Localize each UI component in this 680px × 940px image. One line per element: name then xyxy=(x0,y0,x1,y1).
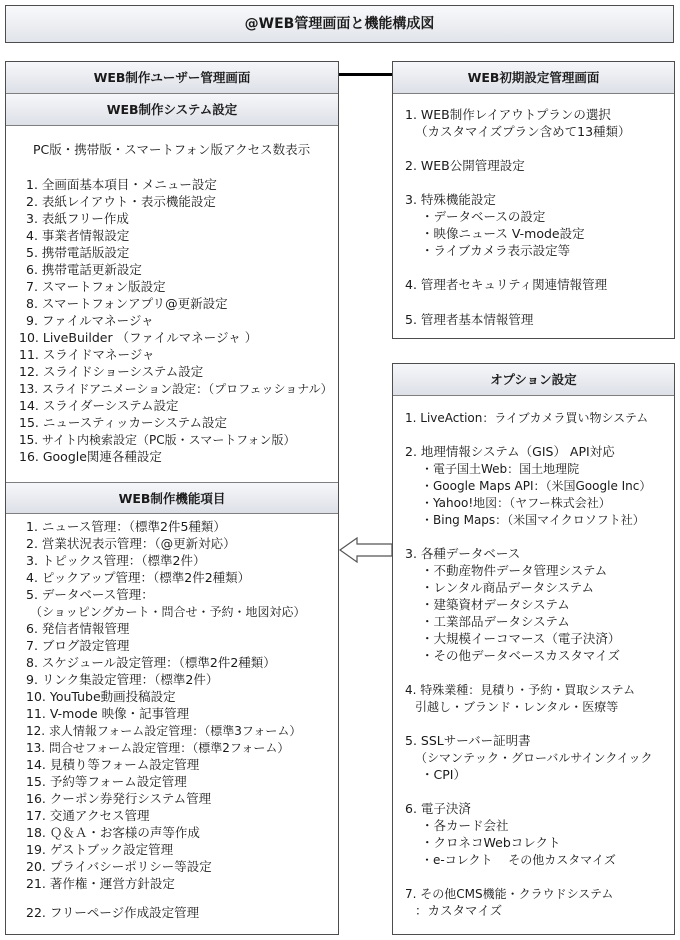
list-item: 3. トピックス管理：（標準2件） xyxy=(26,553,206,568)
list-item: 4. 管理者セキュリティ関連情報管理 xyxy=(405,277,608,292)
list-item: 2. 地理情報システム（GIS） API対応 xyxy=(405,444,615,459)
list-item: 21. 著作権・運営方針設定 xyxy=(26,876,175,891)
list-item: 12. 求人情報フォーム設定管理：（標準3フォーム） xyxy=(26,724,302,738)
list-item: ・Yahoo!地図：（ヤフー株式会社） xyxy=(421,496,611,510)
list-item: 2. WEB公開管理設定 xyxy=(405,158,525,173)
options-header: オプション設定 xyxy=(393,364,674,396)
list-item: 4. 事業者情報設定 xyxy=(26,228,130,243)
functions-header: WEB制作機能項目 xyxy=(6,482,338,514)
list-item: （カスタマイズプラン含めて13種類） xyxy=(415,124,631,139)
list-item: ・CPI） xyxy=(421,767,466,782)
list-item: 11. スライドマネージャ xyxy=(19,347,155,362)
list-item: 7. スマートフォン版設定 xyxy=(26,279,166,294)
list-item: 22. フリーページ作成設定管理 xyxy=(26,905,200,920)
list-item: 20. プライバシーポリシー等設定 xyxy=(26,859,212,874)
list-item: 1. ニュース管理：（標準2件5種類） xyxy=(26,519,226,534)
initial-settings-panel xyxy=(392,61,675,339)
list-item: ：カスタマイズ xyxy=(415,903,503,918)
list-item: ・各カード会社 xyxy=(421,818,509,833)
list-item: 4. ピックアップ管理：（標準2件2種類） xyxy=(26,570,251,585)
list-item: 9. リンク集設定管理：（標準2件） xyxy=(26,672,219,687)
list-item: 11. V-mode 映像・記事管理 xyxy=(26,706,190,721)
list-item: （ショッピングカート・問合せ・予約・地図対応） xyxy=(30,605,306,619)
list-item: 3. 特殊機能設定 xyxy=(405,192,496,207)
list-item: 1. 全画面基本項目・メニュー設定 xyxy=(26,177,217,192)
list-item: 10. LiveBuilder （ファイルマネージャ ） xyxy=(19,330,258,345)
list-item: 2. 営業状況表示管理：（@更新対応） xyxy=(26,536,236,551)
list-item: 19. ゲストブック設定管理 xyxy=(26,842,174,857)
list-item: ・クロネコWebコレクト xyxy=(421,835,561,850)
system-intro: PC版・携帯版・スマートフォン版アクセス数表示 xyxy=(33,142,311,157)
list-item: ・映像ニュース V-mode設定 xyxy=(421,226,585,241)
diagram-title: @WEB管理画面と機能構成図 xyxy=(5,5,674,43)
list-item: ・不動産物件データ管理システム xyxy=(421,563,608,578)
list-item: ・工業部品データシステム xyxy=(421,614,570,629)
list-item: 5. データベース管理： xyxy=(26,587,154,602)
list-item: ・Google Maps API：（米国Google Inc） xyxy=(421,479,652,493)
list-item: 6. 電子決済 xyxy=(405,801,471,816)
left-panel-header: WEB制作ユーザー管理画面 xyxy=(6,62,338,94)
list-item: ・電子国土Web：国土地理院 xyxy=(421,462,580,476)
list-item: ・大規模イーコマース（電子決済） xyxy=(421,631,621,646)
list-item: （シマンテック・グローバルサインクイック xyxy=(415,751,653,765)
list-item: 1. LiveAction：ライブカメラ買い物システム xyxy=(405,411,649,425)
list-item: ・レンタル商品データシステム xyxy=(421,580,594,595)
list-item: 9. ファイルマネージャ xyxy=(26,313,154,328)
list-item: 6. 携帯電話更新設定 xyxy=(26,262,142,277)
list-item: 3. 表紙フリー作成 xyxy=(26,211,129,226)
list-item: 12. スライドショーシステム設定 xyxy=(19,364,204,379)
list-item: ・その他データベースカスタマイズ xyxy=(421,648,621,663)
list-item: 16. Google関連各種設定 xyxy=(19,449,162,464)
list-item: 13. スライドアニメーション設定：（プロフェッショナル） xyxy=(19,382,333,396)
list-item: 13. 問合せフォーム設定管理：（標準2フォーム） xyxy=(26,741,290,755)
list-item: 15. ニュースティッカーシステム設定 xyxy=(19,415,227,430)
list-item: 1. WEB制作レイアウトプランの選択 xyxy=(405,107,611,122)
list-item: 引越し・ブランド・レンタル・医療等 xyxy=(415,700,619,714)
list-item: 18. Ｑ＆Ａ・お客様の声等作成 xyxy=(26,825,200,840)
list-item: 5. 携帯電話版設定 xyxy=(26,245,130,260)
list-item: 15. サイト内検索設定（PC版・スマートフォン版） xyxy=(19,433,296,447)
list-item: ・Bing Maps：（米国マイクロソフト社） xyxy=(421,513,645,527)
list-item: ・データベースの設定 xyxy=(421,209,546,224)
list-item: 8. スマートフォンアプリ@更新設定 xyxy=(26,296,228,311)
list-item: 6. 発信者情報管理 xyxy=(26,621,130,636)
list-item: 17. 交通アクセス管理 xyxy=(26,808,150,823)
list-item: 16. クーポン券発行システム管理 xyxy=(26,791,212,806)
list-item: 15. 予約等フォーム設定管理 xyxy=(26,774,187,789)
list-item: 8. スケジュール設定管理：（標準2件2種類） xyxy=(26,655,276,670)
list-item: 4. 特殊業種：見積り・予約・買取システム xyxy=(405,683,636,697)
system-settings-header: WEB制作システム設定 xyxy=(6,94,338,126)
list-item: 14. 見積り等フォーム設定管理 xyxy=(26,757,200,772)
list-item: 2. 表紙レイアウト・表示機能設定 xyxy=(26,194,216,209)
list-item: 3. 各種データベース xyxy=(405,546,521,561)
list-item: 7. その他CMS機能・クラウドシステム xyxy=(405,887,614,901)
connector-line xyxy=(339,73,392,76)
list-item: ・e-コレクト その他カスタマイズ xyxy=(421,853,616,867)
list-item: 14. スライダーシステム設定 xyxy=(19,398,179,413)
list-item: 5. 管理者基本情報管理 xyxy=(405,312,534,327)
list-item: ・建築資材データシステム xyxy=(421,597,570,612)
options-panel xyxy=(392,363,675,935)
initial-settings-header: WEB初期設定管理画面 xyxy=(393,62,674,94)
list-item: 10. YouTube動画投稿設定 xyxy=(26,689,176,704)
arrow-left-icon xyxy=(339,537,393,563)
list-item: 5. SSLサーバー証明書 xyxy=(405,733,531,748)
left-panel xyxy=(5,61,339,935)
list-item: 7. ブログ設定管理 xyxy=(26,638,130,653)
list-item: ・ライブカメラ表示設定等 xyxy=(421,243,571,258)
